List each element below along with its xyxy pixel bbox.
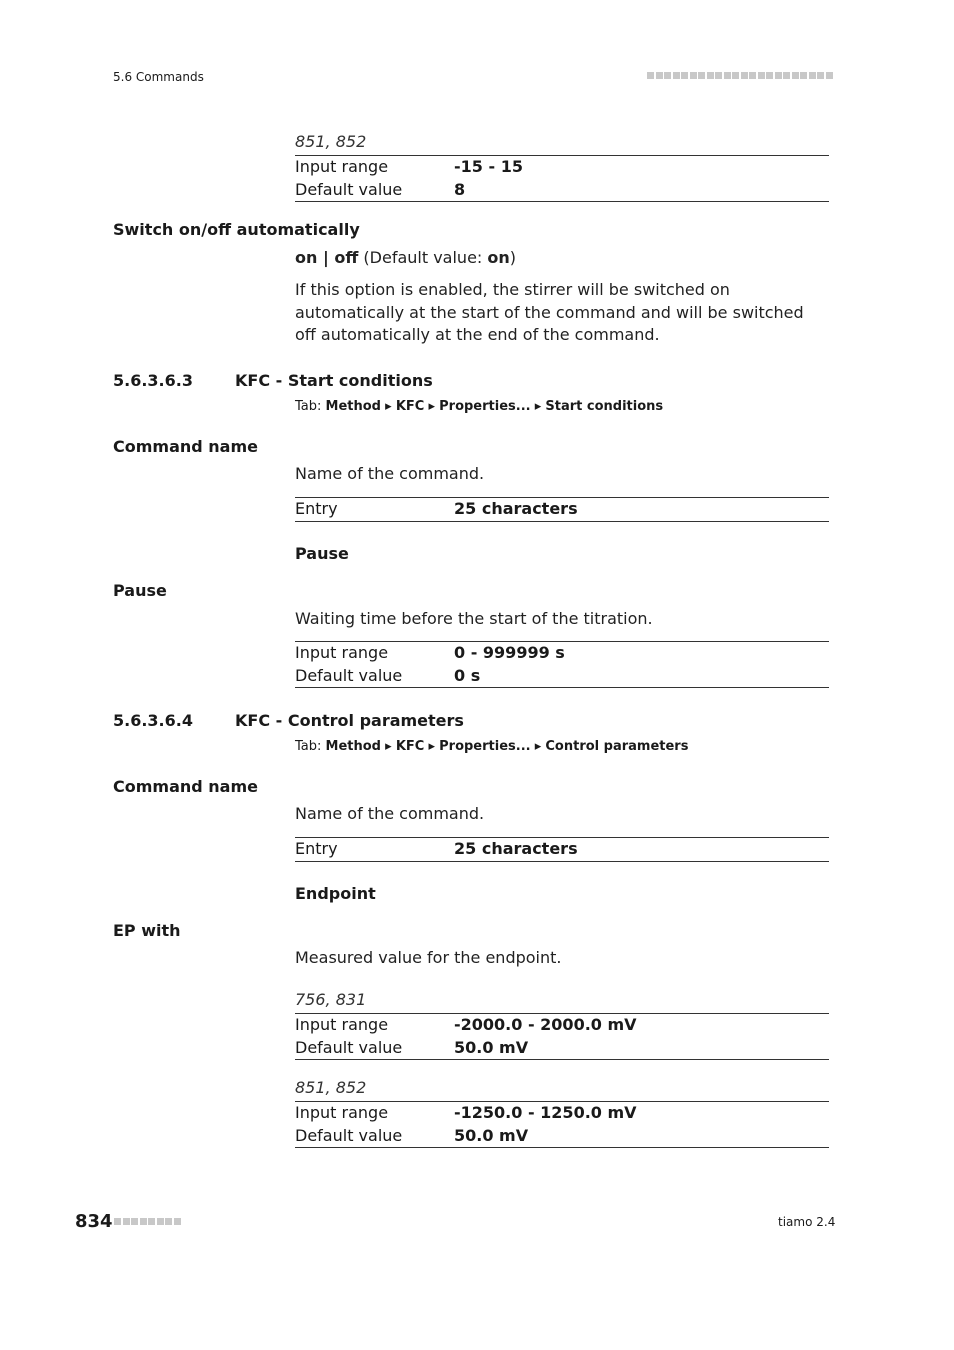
row-key: Default value: [295, 1037, 403, 1057]
section-number: 5.6.3.6.3: [113, 371, 193, 390]
tab-prefix: Tab:: [295, 399, 326, 414]
row-value: 0 s: [454, 665, 481, 685]
table-row: [295, 1125, 829, 1148]
row-key: Input range: [295, 1103, 389, 1122]
param-description: Measured value for the endpoint.: [295, 948, 562, 967]
tab-path: [295, 399, 663, 414]
row-key: Default value: [295, 179, 403, 199]
row-value: 0 - 999999 s: [454, 643, 565, 662]
tab-path-item: KFC: [395, 399, 425, 414]
tab-path-item: Properties...: [439, 399, 531, 414]
tab-path-item: Control parameters: [545, 739, 689, 754]
parameter-table: [295, 641, 829, 688]
row-key: Entry: [295, 839, 338, 858]
row-value: 25 characters: [454, 499, 578, 518]
row-key: Input range: [295, 1015, 389, 1034]
param-label: Command name: [113, 777, 258, 796]
tab-path-item: Start conditions: [545, 399, 664, 414]
parameter-table: [295, 497, 829, 522]
row-key: Default value: [295, 1125, 403, 1145]
tab-path: [295, 739, 688, 754]
tab-path-item: Method: [325, 399, 381, 414]
triangle-right-icon: ▸: [428, 739, 435, 754]
row-value: -1250.0 - 1250.0 mV: [454, 1103, 637, 1122]
triangle-right-icon: ▸: [428, 399, 435, 414]
table-row: [295, 642, 829, 665]
table-row: [295, 179, 829, 202]
tab-path-item: Properties...: [439, 739, 531, 754]
row-value: -2000.0 - 2000.0 mV: [454, 1015, 637, 1034]
device-caption: 756, 831: [295, 990, 367, 1009]
parameter-table: [295, 837, 829, 862]
option-on: on: [295, 248, 318, 267]
row-key: Default value: [295, 665, 403, 685]
device-caption: 851, 852: [295, 132, 367, 151]
param-description: Name of the command.: [295, 464, 485, 483]
triangle-right-icon: ▸: [385, 739, 392, 754]
product-name: tiamo 2.4: [778, 1215, 836, 1229]
table-row: [295, 665, 829, 688]
row-value: 8: [454, 179, 466, 199]
param-description: If this option is enabled, the stirrer will be switched on automatically at the start of the command and will be switched off automatically at the end of the command.: [295, 280, 804, 344]
row-value: 50.0 mV: [454, 1125, 529, 1145]
option-off: off: [334, 248, 359, 267]
param-label: Switch on/off automatically: [113, 220, 360, 239]
row-key: Input range: [295, 643, 389, 662]
page-number: 834: [75, 1211, 113, 1232]
group-heading: Endpoint: [295, 884, 376, 903]
row-key: Input range: [295, 157, 389, 176]
parameter-table: [295, 1101, 829, 1148]
table-row: [295, 156, 829, 179]
header-decoration: [647, 72, 834, 79]
table-row: [295, 1014, 829, 1037]
table-row: [295, 1102, 829, 1125]
param-label: Pause: [113, 581, 167, 600]
parameter-table: [295, 1013, 829, 1060]
table-row: [295, 1037, 829, 1060]
section-title: KFC - Control parameters: [235, 711, 464, 730]
option-separator: |: [317, 248, 335, 267]
group-heading: Pause: [295, 544, 349, 563]
section-number: 5.6.3.6.4: [113, 711, 193, 730]
tab-path-item: Method: [325, 739, 381, 754]
row-key: Entry: [295, 499, 338, 518]
section-title: KFC - Start conditions: [235, 371, 433, 390]
param-label: EP with: [113, 921, 181, 940]
tab-path-item: KFC: [395, 739, 425, 754]
parameter-table: [295, 155, 829, 202]
device-caption: 851, 852: [295, 1078, 367, 1097]
param-options: [295, 247, 516, 270]
default-prefix: (Default value:: [358, 248, 488, 267]
param-label: Command name: [113, 437, 258, 456]
param-description: Waiting time before the start of the titration.: [295, 609, 653, 628]
running-header-section: 5.6 Commands: [113, 70, 204, 84]
row-value: -15 - 15: [454, 157, 523, 176]
triangle-right-icon: ▸: [534, 739, 542, 754]
triangle-right-icon: ▸: [534, 399, 542, 414]
tab-prefix: Tab:: [295, 739, 326, 754]
param-description: Name of the command.: [295, 804, 485, 823]
default-suffix: ): [509, 248, 517, 267]
table-row: [295, 498, 829, 521]
default-value: on: [487, 248, 510, 267]
row-value: 25 characters: [454, 839, 578, 858]
row-value: 50.0 mV: [454, 1037, 529, 1057]
table-row: [295, 838, 829, 861]
footer-decoration: [114, 1218, 182, 1225]
triangle-right-icon: ▸: [385, 399, 392, 414]
